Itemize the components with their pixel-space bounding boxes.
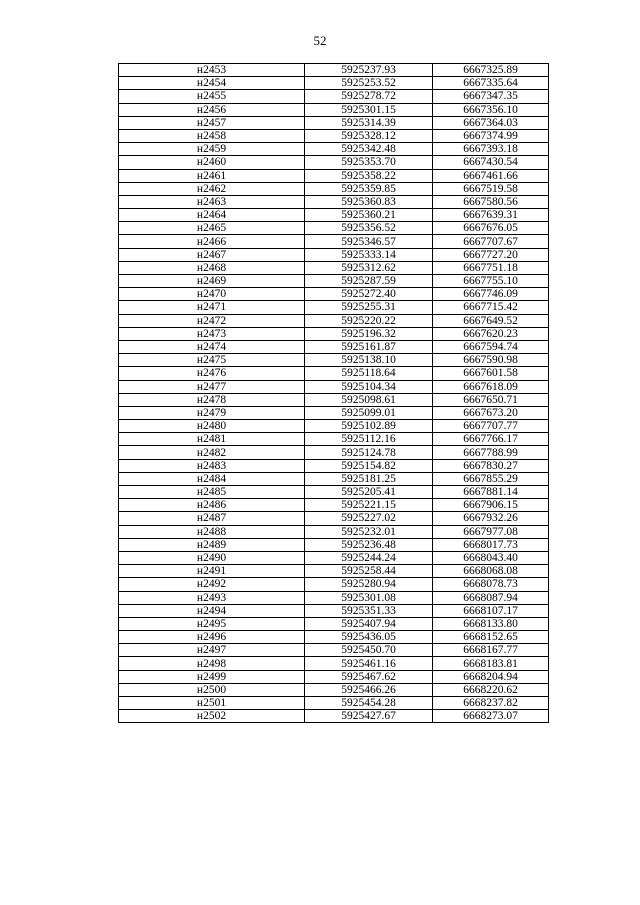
point-id-cell: н2454	[119, 77, 305, 90]
table-row	[119, 525, 549, 538]
y-coordinate-cell: 6667727.20	[433, 248, 549, 261]
y-coordinate-cell: 6667649.52	[433, 314, 549, 327]
y-coordinate-cell: 6667430.54	[433, 156, 549, 169]
y-coordinate-cell: 6667594.74	[433, 340, 549, 353]
table-row	[119, 538, 549, 551]
point-id-cell: н2473	[119, 327, 305, 340]
x-coordinate-cell: 5925466.26	[305, 683, 433, 696]
point-id-cell: н2501	[119, 697, 305, 710]
x-coordinate-cell: 5925287.59	[305, 275, 433, 288]
x-coordinate-cell: 5925328.12	[305, 129, 433, 142]
x-coordinate-cell: 5925161.87	[305, 340, 433, 353]
table-row	[119, 710, 549, 723]
table-row	[119, 288, 549, 301]
table-row	[119, 617, 549, 630]
y-coordinate-cell: 6668133.80	[433, 617, 549, 630]
x-coordinate-cell: 5925312.62	[305, 261, 433, 274]
y-coordinate-cell: 6667374.99	[433, 129, 549, 142]
table-row	[119, 116, 549, 129]
table-row	[119, 433, 549, 446]
y-coordinate-cell: 6667932.26	[433, 512, 549, 525]
point-id-cell: н2496	[119, 631, 305, 644]
x-coordinate-cell: 5925236.48	[305, 538, 433, 551]
table-row	[119, 697, 549, 710]
x-coordinate-cell: 5925280.94	[305, 578, 433, 591]
table-row	[119, 301, 549, 314]
y-coordinate-cell: 6668043.40	[433, 551, 549, 564]
point-id-cell: н2466	[119, 235, 305, 248]
point-id-cell: н2455	[119, 90, 305, 103]
x-coordinate-cell: 5925181.25	[305, 472, 433, 485]
x-coordinate-cell: 5925333.14	[305, 248, 433, 261]
y-coordinate-cell: 6667977.08	[433, 525, 549, 538]
point-id-cell: н2502	[119, 710, 305, 723]
y-coordinate-cell: 6667519.58	[433, 182, 549, 195]
point-id-cell: н2485	[119, 486, 305, 499]
x-coordinate-cell: 5925278.72	[305, 90, 433, 103]
point-id-cell: н2475	[119, 354, 305, 367]
point-id-cell: н2463	[119, 195, 305, 208]
x-coordinate-cell: 5925272.40	[305, 288, 433, 301]
x-coordinate-cell: 5925407.94	[305, 617, 433, 630]
x-coordinate-cell: 5925099.01	[305, 406, 433, 419]
point-id-cell: н2483	[119, 459, 305, 472]
table-row	[119, 683, 549, 696]
table-row	[119, 459, 549, 472]
y-coordinate-cell: 6668068.08	[433, 565, 549, 578]
table-row	[119, 472, 549, 485]
y-coordinate-cell: 6667746.09	[433, 288, 549, 301]
y-coordinate-cell: 6668273.07	[433, 710, 549, 723]
coordinates-table-body	[119, 64, 549, 723]
point-id-cell: н2484	[119, 472, 305, 485]
y-coordinate-cell: 6667766.17	[433, 433, 549, 446]
y-coordinate-cell: 6667906.15	[433, 499, 549, 512]
point-id-cell: н2470	[119, 288, 305, 301]
y-coordinate-cell: 6667601.58	[433, 367, 549, 380]
y-coordinate-cell: 6668078.73	[433, 578, 549, 591]
x-coordinate-cell: 5925351.33	[305, 604, 433, 617]
table-row	[119, 235, 549, 248]
y-coordinate-cell: 6668152.65	[433, 631, 549, 644]
table-row	[119, 222, 549, 235]
point-id-cell: н2486	[119, 499, 305, 512]
point-id-cell: н2464	[119, 209, 305, 222]
point-id-cell: н2457	[119, 116, 305, 129]
table-row	[119, 670, 549, 683]
point-id-cell: н2474	[119, 340, 305, 353]
table-row	[119, 406, 549, 419]
table-row	[119, 512, 549, 525]
y-coordinate-cell: 6667620.23	[433, 327, 549, 340]
point-id-cell: н2461	[119, 169, 305, 182]
y-coordinate-cell: 6668237.82	[433, 697, 549, 710]
point-id-cell: н2498	[119, 657, 305, 670]
x-coordinate-cell: 5925359.85	[305, 182, 433, 195]
x-coordinate-cell: 5925232.01	[305, 525, 433, 538]
point-id-cell: н2482	[119, 446, 305, 459]
table-row	[119, 446, 549, 459]
table-row	[119, 354, 549, 367]
y-coordinate-cell: 6667707.67	[433, 235, 549, 248]
x-coordinate-cell: 5925221.15	[305, 499, 433, 512]
x-coordinate-cell: 5925253.52	[305, 77, 433, 90]
y-coordinate-cell: 6668204.94	[433, 670, 549, 683]
table-row	[119, 248, 549, 261]
table-row	[119, 195, 549, 208]
x-coordinate-cell: 5925227.02	[305, 512, 433, 525]
point-id-cell: н2478	[119, 393, 305, 406]
point-id-cell: н2476	[119, 367, 305, 380]
table-row	[119, 657, 549, 670]
table-row	[119, 393, 549, 406]
point-id-cell: н2494	[119, 604, 305, 617]
table-row	[119, 591, 549, 604]
y-coordinate-cell: 6668087.94	[433, 591, 549, 604]
y-coordinate-cell: 6667364.03	[433, 116, 549, 129]
x-coordinate-cell: 5925205.41	[305, 486, 433, 499]
y-coordinate-cell: 6667639.31	[433, 209, 549, 222]
table-row	[119, 64, 549, 77]
y-coordinate-cell: 6667755.10	[433, 275, 549, 288]
y-coordinate-cell: 6667676.05	[433, 222, 549, 235]
point-id-cell: н2487	[119, 512, 305, 525]
table-row	[119, 77, 549, 90]
point-id-cell: н2453	[119, 64, 305, 77]
y-coordinate-cell: 6668167.77	[433, 644, 549, 657]
y-coordinate-cell: 6667347.35	[433, 90, 549, 103]
point-id-cell: н2467	[119, 248, 305, 261]
x-coordinate-cell: 5925255.31	[305, 301, 433, 314]
y-coordinate-cell: 6667707.77	[433, 420, 549, 433]
table-row	[119, 209, 549, 222]
point-id-cell: н2459	[119, 143, 305, 156]
table-row	[119, 578, 549, 591]
x-coordinate-cell: 5925454.28	[305, 697, 433, 710]
point-id-cell: н2480	[119, 420, 305, 433]
table-row	[119, 420, 549, 433]
x-coordinate-cell: 5925342.48	[305, 143, 433, 156]
x-coordinate-cell: 5925154.82	[305, 459, 433, 472]
point-id-cell: н2488	[119, 525, 305, 538]
x-coordinate-cell: 5925098.61	[305, 393, 433, 406]
y-coordinate-cell: 6667673.20	[433, 406, 549, 419]
y-coordinate-cell: 6667335.64	[433, 77, 549, 90]
coordinates-table	[118, 63, 549, 723]
x-coordinate-cell: 5925237.93	[305, 64, 433, 77]
x-coordinate-cell: 5925467.62	[305, 670, 433, 683]
x-coordinate-cell: 5925450.70	[305, 644, 433, 657]
x-coordinate-cell: 5925461.16	[305, 657, 433, 670]
x-coordinate-cell: 5925301.08	[305, 591, 433, 604]
point-id-cell: н2468	[119, 261, 305, 274]
point-id-cell: н2471	[119, 301, 305, 314]
y-coordinate-cell: 6667356.10	[433, 103, 549, 116]
y-coordinate-cell: 6667650.71	[433, 393, 549, 406]
x-coordinate-cell: 5925138.10	[305, 354, 433, 367]
table-row	[119, 631, 549, 644]
point-id-cell: н2458	[119, 129, 305, 142]
y-coordinate-cell: 6667590.98	[433, 354, 549, 367]
point-id-cell: н2456	[119, 103, 305, 116]
y-coordinate-cell: 6667325.89	[433, 64, 549, 77]
y-coordinate-cell: 6667393.18	[433, 143, 549, 156]
point-id-cell: н2491	[119, 565, 305, 578]
x-coordinate-cell: 5925360.21	[305, 209, 433, 222]
table-row	[119, 182, 549, 195]
x-coordinate-cell: 5925358.22	[305, 169, 433, 182]
y-coordinate-cell: 6667580.56	[433, 195, 549, 208]
x-coordinate-cell: 5925102.89	[305, 420, 433, 433]
table-row	[119, 551, 549, 564]
y-coordinate-cell: 6668220.62	[433, 683, 549, 696]
point-id-cell: н2469	[119, 275, 305, 288]
y-coordinate-cell: 6668107.17	[433, 604, 549, 617]
point-id-cell: н2462	[119, 182, 305, 195]
table-row	[119, 129, 549, 142]
point-id-cell: н2492	[119, 578, 305, 591]
x-coordinate-cell: 5925427.67	[305, 710, 433, 723]
x-coordinate-cell: 5925244.24	[305, 551, 433, 564]
x-coordinate-cell: 5925104.34	[305, 380, 433, 393]
point-id-cell: н2460	[119, 156, 305, 169]
table-row	[119, 156, 549, 169]
y-coordinate-cell: 6667881.14	[433, 486, 549, 499]
table-row	[119, 499, 549, 512]
point-id-cell: н2472	[119, 314, 305, 327]
x-coordinate-cell: 5925124.78	[305, 446, 433, 459]
x-coordinate-cell: 5925314.39	[305, 116, 433, 129]
x-coordinate-cell: 5925353.70	[305, 156, 433, 169]
table-row	[119, 367, 549, 380]
x-coordinate-cell: 5925118.64	[305, 367, 433, 380]
table-row	[119, 327, 549, 340]
point-id-cell: н2495	[119, 617, 305, 630]
table-row	[119, 90, 549, 103]
y-coordinate-cell: 6667618.09	[433, 380, 549, 393]
y-coordinate-cell: 6668183.81	[433, 657, 549, 670]
x-coordinate-cell: 5925301.15	[305, 103, 433, 116]
table-row	[119, 486, 549, 499]
table-row	[119, 261, 549, 274]
y-coordinate-cell: 6667751.18	[433, 261, 549, 274]
x-coordinate-cell: 5925360.83	[305, 195, 433, 208]
x-coordinate-cell: 5925346.57	[305, 235, 433, 248]
point-id-cell: н2489	[119, 538, 305, 551]
table-row	[119, 644, 549, 657]
x-coordinate-cell: 5925112.16	[305, 433, 433, 446]
point-id-cell: н2499	[119, 670, 305, 683]
point-id-cell: н2477	[119, 380, 305, 393]
point-id-cell: н2481	[119, 433, 305, 446]
y-coordinate-cell: 6667855.29	[433, 472, 549, 485]
point-id-cell: н2479	[119, 406, 305, 419]
page-number: 52	[313, 33, 327, 48]
x-coordinate-cell: 5925436.05	[305, 631, 433, 644]
y-coordinate-cell: 6667715.42	[433, 301, 549, 314]
point-id-cell: н2500	[119, 683, 305, 696]
table-row	[119, 314, 549, 327]
x-coordinate-cell: 5925356.52	[305, 222, 433, 235]
table-row	[119, 604, 549, 617]
table-row	[119, 169, 549, 182]
x-coordinate-cell: 5925258.44	[305, 565, 433, 578]
table-row	[119, 103, 549, 116]
y-coordinate-cell: 6667830.27	[433, 459, 549, 472]
table-row	[119, 380, 549, 393]
y-coordinate-cell: 6668017.73	[433, 538, 549, 551]
point-id-cell: н2490	[119, 551, 305, 564]
point-id-cell: н2465	[119, 222, 305, 235]
table-row	[119, 340, 549, 353]
point-id-cell: н2493	[119, 591, 305, 604]
x-coordinate-cell: 5925220.22	[305, 314, 433, 327]
y-coordinate-cell: 6667461.66	[433, 169, 549, 182]
point-id-cell: н2497	[119, 644, 305, 657]
x-coordinate-cell: 5925196.32	[305, 327, 433, 340]
table-row	[119, 275, 549, 288]
table-row	[119, 565, 549, 578]
y-coordinate-cell: 6667788.99	[433, 446, 549, 459]
table-row	[119, 143, 549, 156]
